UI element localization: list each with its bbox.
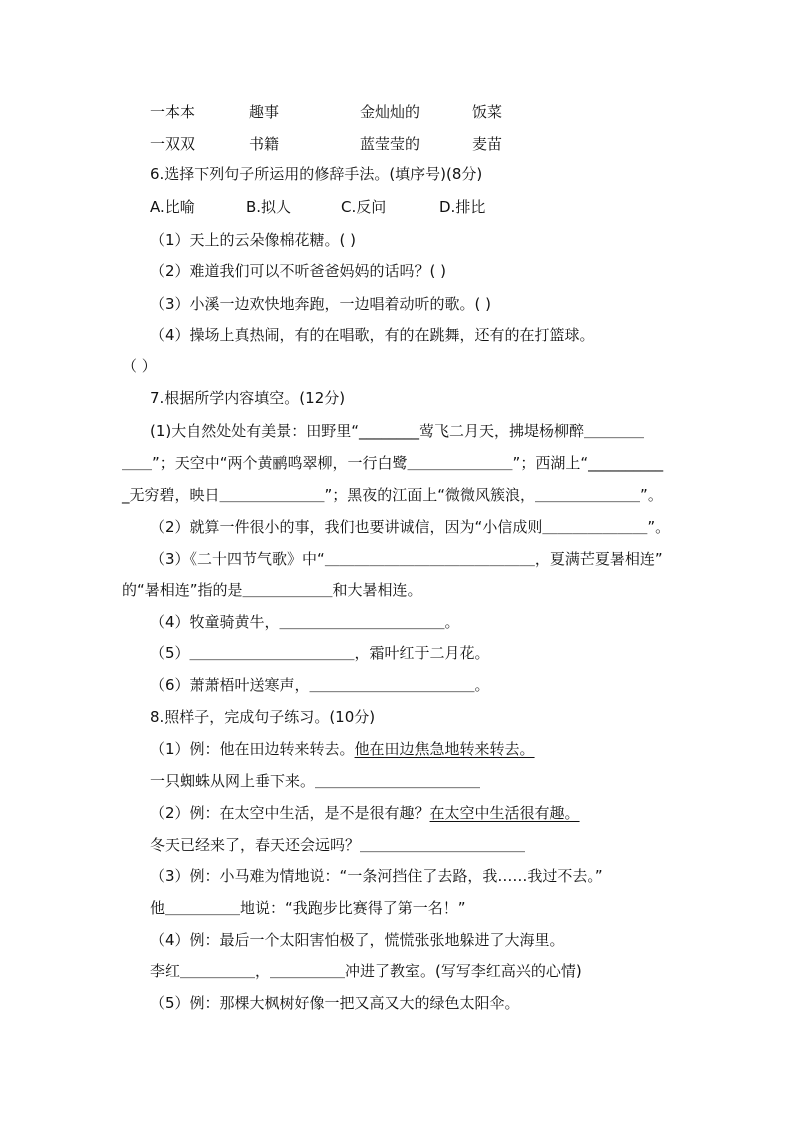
question-8-example-4: （4）例：最后一个太阳害怕极了，慌慌张张地躲进了大海里。: [150, 931, 565, 949]
option-b: B.拟人: [246, 198, 292, 216]
question-7-line: ＿＿”；天空中“两个黄鹂鸣翠柳，一行白鹭＿＿＿＿＿＿＿”；西湖上“__________: [122, 454, 664, 472]
example-2-sentence: （2）例：在太空中生活，是不是很有趣？: [150, 804, 430, 822]
option-d: D.排比: [439, 198, 486, 216]
question-7-line: (1)大自然处处有美景：田野里“________莺飞二月天，拂堤杨柳醉＿＿＿＿: [150, 422, 645, 440]
question-8-example-5: （5）例：那棵大枫树好像一把又高又大的绿色太阳伞。: [150, 994, 520, 1012]
question-8-example-1: [150, 739, 535, 759]
option-a: A.比喻: [150, 198, 195, 216]
word-cell: 饭菜: [472, 103, 503, 121]
example-2-answer: 在太空中生活很有趣。: [429, 804, 580, 822]
example-1-answer: 他在田边焦急地转来转去。: [354, 740, 535, 758]
question-6-item-1: （1）天上的云朵像棉花糖。( ): [150, 231, 357, 249]
word-cell: 一双双: [150, 135, 196, 153]
word-cell: 麦苗: [472, 135, 503, 153]
question-7-line: （2）就算一件很小的事，我们也要讲诚信，因为“小信成则＿＿＿＿＿＿＿”。: [150, 518, 671, 536]
question-6-title: 6.选择下列句子所运用的修辞手法。(填序号)(8分): [150, 165, 483, 183]
question-8-example-3: （3）例：小马难为情地说：“一条河挡住了去路，我……我过不去。”: [150, 867, 603, 885]
question-8-task-4: 李红＿＿＿＿＿，＿＿＿＿＿冲进了教室。(写写李红高兴的心情): [150, 962, 582, 980]
question-6-item-2: （2）难道我们可以不听爸爸妈妈的话吗？( ): [150, 262, 447, 280]
example-1-sentence: （1）例：他在田边转来转去。: [150, 740, 355, 758]
word-cell: 趣事: [249, 103, 280, 121]
question-7-line: 的“暑相连”指的是＿＿＿＿＿＿和大暑相连。: [122, 581, 423, 599]
question-8-task-2: 冬天已经来了，春天还会远吗？＿＿＿＿＿＿＿＿＿＿＿: [150, 836, 526, 854]
question-7-line: （5）＿＿＿＿＿＿＿＿＿＿＿，霜叶红于二月花。: [150, 644, 490, 662]
word-cell: 金灿灿的: [360, 103, 421, 121]
question-7-line: （4）牧童骑黄牛，＿＿＿＿＿＿＿＿＿＿＿。: [150, 613, 460, 631]
question-7-line: _无穷碧，映日＿＿＿＿＿＿＿”；黑夜的江面上“微微风簇浪，＿＿＿＿＿＿＿”。: [122, 486, 663, 504]
question-8-task-3: 他＿＿＿＿＿地说：“我跑步比赛得了第一名！”: [150, 899, 466, 917]
word-cell: 蓝莹莹的: [360, 135, 421, 153]
word-cell: 一本本: [150, 103, 196, 121]
question-8-task-1: 一只蜘蛛从网上垂下来。＿＿＿＿＿＿＿＿＿＿＿: [150, 772, 481, 790]
option-c: C.反问: [341, 198, 387, 216]
question-7-line: （6）萧萧梧叶送寒声，＿＿＿＿＿＿＿＿＿＿＿。: [150, 676, 490, 694]
question-7-line: （3）《二十四节气歌》中“＿＿＿＿＿＿＿＿＿＿＿＿＿＿，夏满芒夏暑相连”: [150, 550, 663, 568]
word-cell: 书籍: [249, 135, 280, 153]
question-8-example-2: [150, 803, 580, 823]
question-8-title: 8.照样子，完成句子练习。(10分): [150, 708, 376, 726]
question-6-item-4-blank: （ ）: [122, 357, 157, 375]
question-6-item-4: （4）操场上真热闹，有的在唱歌，有的在跳舞，还有的在打篮球。: [150, 326, 595, 344]
question-6-item-3: （3）小溪一边欢快地奔跑，一边唱着动听的歌。( ): [150, 295, 492, 313]
question-7-title: 7.根据所学内容填空。(12分): [150, 389, 346, 407]
